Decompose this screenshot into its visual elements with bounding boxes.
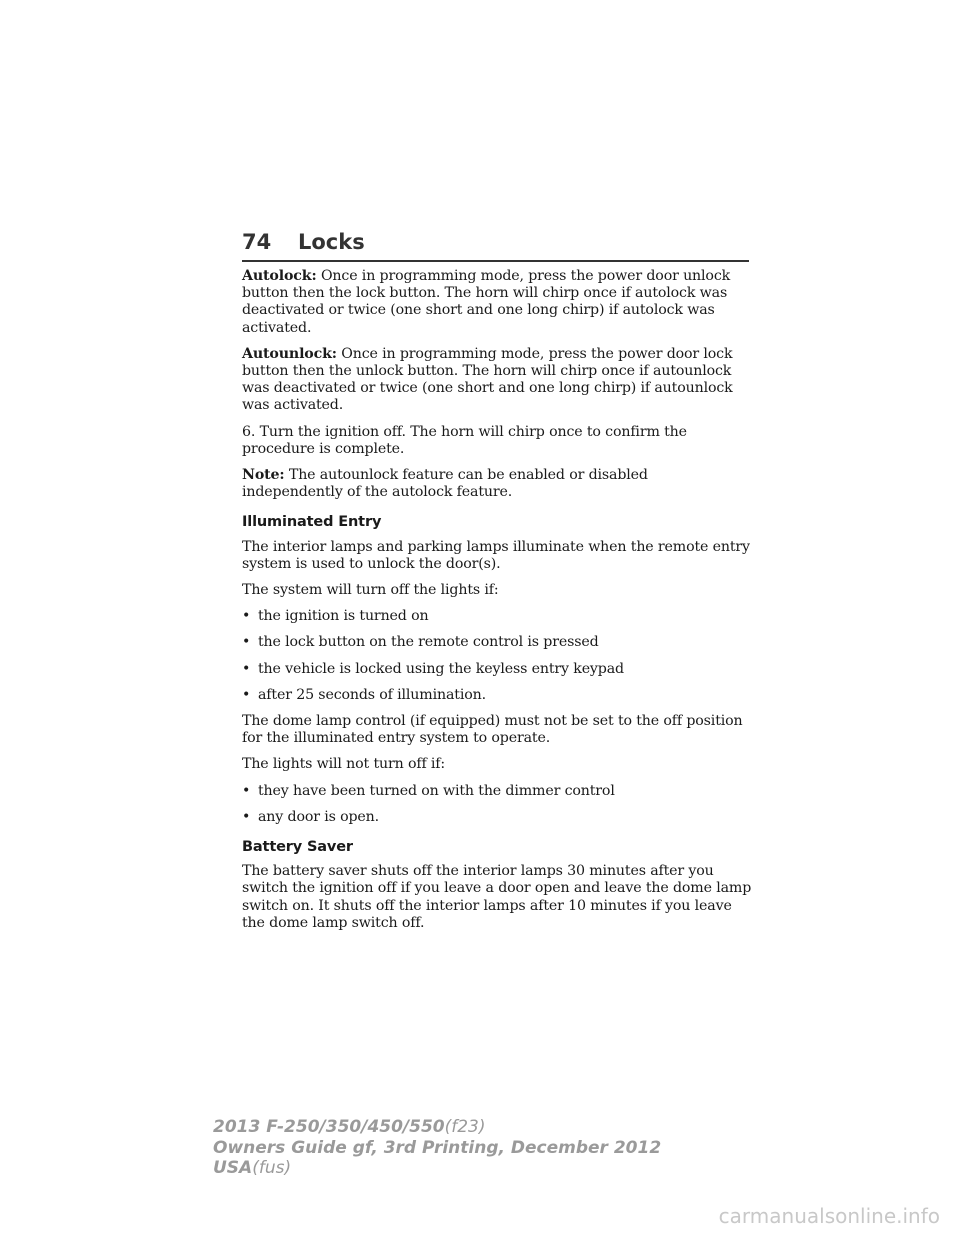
footer-region-line	[213, 1158, 661, 1179]
lights-off-conditions-list	[242, 608, 752, 704]
autounlock-text: Once in programming mode, press the power door lock button then the unlock button. The horn will chirp once if autounlock was deactivated or twice (one short and one long chirp) if autounlock was activated.	[242, 345, 733, 414]
bullet-icon: •	[242, 634, 251, 651]
dome-lamp-note: The dome lamp control (if equipped) must not be set to the off position for the illuminated entry system to operate.	[242, 713, 743, 747]
list-item-text: they have been turned on with the dimmer control	[258, 782, 615, 799]
autounlock-term: Autounlock:	[242, 345, 337, 362]
page-number: 74	[242, 230, 272, 254]
bullet-icon: •	[242, 782, 251, 799]
note-text: The autounlock feature can be enabled or disabled independently of the autolock feature.	[242, 467, 648, 501]
list-item	[242, 783, 752, 800]
list-item	[242, 634, 752, 651]
footer-region-code: (fus)	[252, 1158, 292, 1178]
bullet-icon: •	[242, 660, 251, 677]
footer-model-code: (f23)	[444, 1117, 486, 1137]
note-term: Note:	[242, 467, 285, 484]
list-item	[242, 608, 752, 625]
list-item	[242, 809, 752, 826]
list-item-text: after 25 seconds of illumination.	[258, 686, 486, 703]
list-item-text: the ignition is turned on	[258, 608, 429, 625]
list-item	[242, 661, 752, 678]
battery-saver-heading: Battery Saver	[242, 839, 353, 856]
section-title: Locks	[298, 230, 365, 254]
list-item	[242, 687, 752, 704]
footer-model: 2013 F-250/350/450/550	[213, 1117, 445, 1137]
footer-region: USA	[213, 1158, 253, 1178]
autolock-paragraph	[242, 268, 752, 337]
lights-not-off-intro: The lights will not turn off if:	[242, 756, 446, 773]
note-paragraph	[242, 467, 752, 501]
lights-not-off-conditions-list	[242, 783, 752, 826]
page-header	[242, 228, 749, 262]
footer-model-line	[213, 1117, 661, 1138]
watermark: carmanualsonline.info	[718, 1204, 940, 1228]
bullet-icon: •	[242, 808, 251, 825]
bullet-icon: •	[242, 686, 251, 703]
step-6-paragraph: 6. Turn the ignition off. The horn will chirp once to confirm the procedure is complete.	[242, 423, 687, 457]
list-item-text: the vehicle is locked using the keyless entry keypad	[258, 660, 624, 677]
autolock-term: Autolock:	[242, 268, 317, 284]
page-content	[242, 268, 752, 941]
footer-guide-line: Owners Guide gf, 3rd Printing, December 2012	[213, 1137, 662, 1158]
illuminated-entry-intro: The interior lamps and parking lamps illuminate when the remote entry system is used to unlock the door(s).	[242, 538, 750, 572]
list-item-text: the lock button on the remote control is pressed	[258, 634, 599, 651]
autounlock-paragraph	[242, 346, 752, 415]
battery-saver-text: The battery saver shuts off the interior lamps 30 minutes after you switch the ignition off if you leave a door open and leave the dome lamp switch on. It shuts off the interior lamps after 10 minutes if you leave the dome lamp switch off.	[242, 863, 752, 931]
document-footer	[213, 1117, 661, 1179]
illuminated-entry-heading: Illuminated Entry	[242, 514, 382, 531]
list-item-text: any door is open.	[258, 808, 380, 825]
lights-off-intro: The system will turn off the lights if:	[242, 582, 499, 599]
autolock-text: Once in programming mode, press the power door unlock button then the lock button. The horn will chirp once if autolock was deactivated or twice (one short and one long chirp) if autolock was activated.	[242, 268, 731, 336]
bullet-icon: •	[242, 608, 251, 625]
